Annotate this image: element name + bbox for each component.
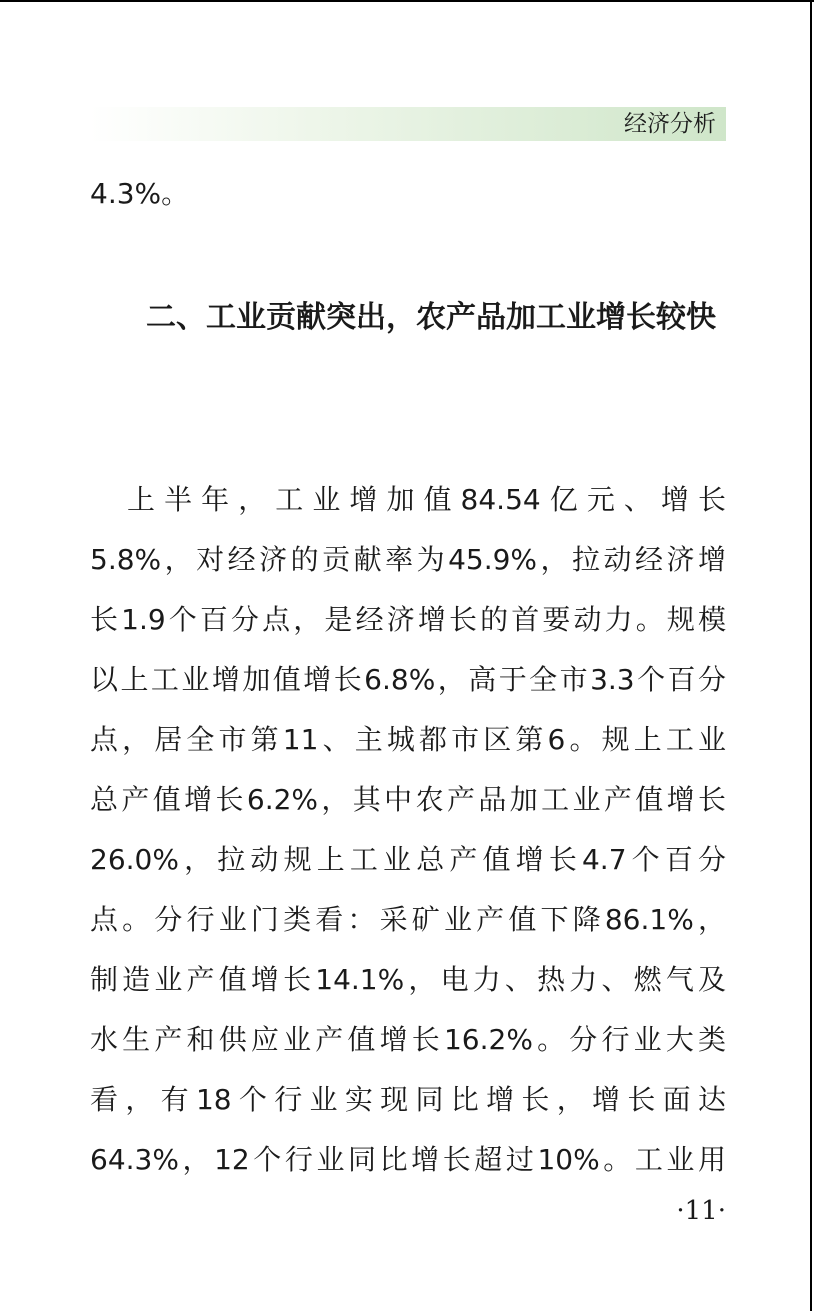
section-header-bar (90, 107, 726, 141)
paragraph-line: 点，居全市第11、主城都市区第6。规上工业 (90, 723, 726, 756)
paragraph-line: 制造业产值增长14.1%，电力、热力、燃气及 (90, 963, 726, 996)
paragraph-line: 水生产和供应业产值增长16.2%。分行业大类 (90, 1023, 726, 1056)
paragraph-line: 以上工业增加值增长6.8%，高于全市3.3个百分 (90, 663, 726, 696)
page-border-right (810, 0, 812, 1311)
body-paragraph (90, 470, 726, 1190)
paragraph-line: 64.3%，12个行业同比增长超过10%。工业用 (90, 1143, 726, 1176)
paragraph-line: 总产值增长6.2%，其中农产品加工业产值增长 (90, 783, 726, 816)
paragraph-line: 长1.9个百分点，是经济增长的首要动力。规模 (90, 603, 726, 636)
paragraph-line: 26.0%，拉动规上工业总产值增长4.7个百分 (90, 843, 726, 876)
paragraph-line: 看，有18个行业实现同比增长，增长面达 (90, 1083, 726, 1116)
paragraph-line: 点。分行业门类看：采矿业产值下降86.1%， (90, 903, 726, 936)
paragraph-line: 上半年，工业增加值84.54亿元、增长 (90, 483, 726, 516)
page-border-top (0, 0, 814, 2)
section-header-title: 经济分析 (624, 111, 716, 137)
paragraph-line: 5.8%，对经济的贡献率为45.9%，拉动经济增 (90, 543, 726, 576)
continuation-text: 4.3%。 (90, 177, 190, 210)
page-number: ·11· (676, 1196, 726, 1226)
section-heading: 二、工业贡献突出，农产品加工业增长较快 (146, 300, 716, 335)
